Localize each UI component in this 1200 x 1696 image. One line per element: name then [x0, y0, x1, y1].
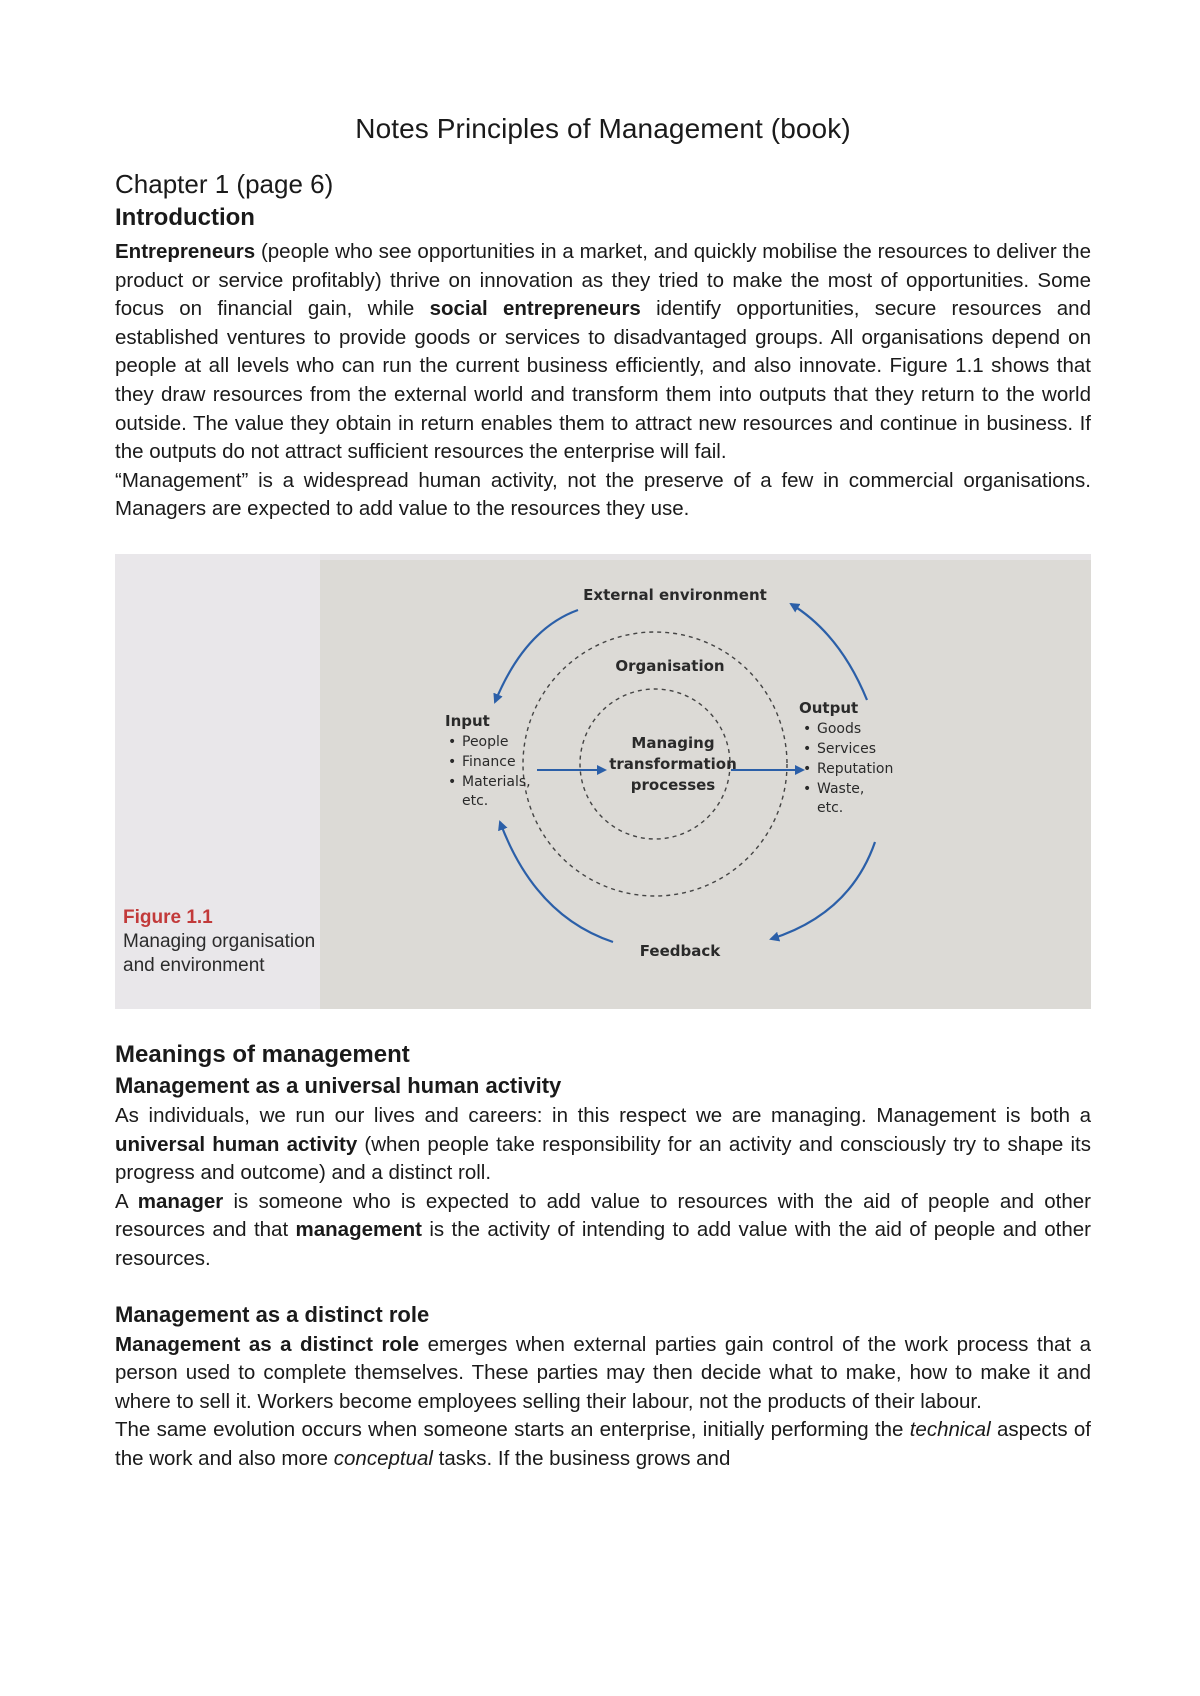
term-conceptual: conceptual — [333, 1446, 433, 1470]
introduction-paragraph — [115, 238, 1091, 467]
distinct-role-heading: Management as a distinct role — [115, 1301, 430, 1327]
manager-definition-paragraph — [115, 1188, 1091, 1274]
universal-text-1: As individuals, we run our lives and careers: in this respect we are managing. — [115, 1103, 867, 1127]
term-entrepreneurs: Entrepreneurs — [115, 240, 256, 263]
evolution-text-3: tasks. If the business grows and — [432, 1446, 731, 1470]
term-technical: technical — [909, 1418, 991, 1442]
output-item-waste: Waste, — [817, 780, 865, 797]
evolution-text-2: aspects of the work and also more — [115, 1418, 1092, 1470]
document-page — [115, 95, 1091, 1473]
organisation-label: Organisation — [615, 656, 725, 675]
manager-text-2: is someone who is expected to add value to resources with the aid of people and other resources and that — [115, 1189, 1091, 1242]
universal-text-3: (when people take responsibility for an activity and consciously try to shape its progress and outcome) and a distinct roll. — [115, 1132, 1091, 1185]
output-item-services: Services — [817, 740, 877, 757]
chapter-heading: Chapter 1 (page 6) — [115, 169, 334, 199]
input-bullet-2: • — [448, 753, 457, 770]
input-title: Input — [445, 711, 490, 730]
output-item-goods: Goods — [817, 720, 862, 737]
intro-text-1: (people who see opportunities in a market, and quickly mobilise the resources to deliver the product or service profitably) thrive on innovation as they tried to make the most of opportunities. Some focus on financial gain, while — [115, 240, 1091, 321]
manager-text-1: A — [115, 1189, 138, 1213]
distinct-role-text: emerges when external parties gain control of the work process that a person used to complete themselves. These parties may then decide what to make, how to make it and where to sell it. Workers become employees selling their labour, not the products of their labour. — [115, 1332, 1091, 1413]
output-bullet-1: • — [803, 720, 812, 737]
center-label-line-3: processes — [630, 775, 716, 794]
term-universal-human-activity: universal human activity — [115, 1132, 358, 1156]
term-social-entrepreneurs: social entrepreneurs — [429, 297, 641, 321]
arrow-output-to-feedback — [771, 842, 875, 939]
universal-text-2: Management is both a — [876, 1103, 1091, 1127]
term-management: management — [295, 1218, 422, 1242]
input-item-people: People — [462, 733, 509, 750]
intro-text-2: identify opportunities, secure resources and established ventures to provide goods or services to disadvantaged groups. All organisations depend on people at all levels who can run the current business efficiently, and also innovate. Figure 1.1 shows that they draw resources from the external world and transform them into outputs that they return to the world outside. The value they obtain in return enables them to attract new resources and continue in business. If the outputs do not attract sufficient resources the enterprise will fail. — [115, 297, 1091, 464]
universal-paragraph-1 — [115, 1102, 1091, 1188]
universal-activity-heading: Management as a universal human activity — [115, 1072, 562, 1098]
input-etc: etc. — [462, 792, 489, 809]
output-bullet-2: • — [803, 740, 812, 757]
manager-text-3: is the activity of intending to add value with the aid of people and other resources. — [115, 1218, 1091, 1270]
external-environment-label: External environment — [583, 585, 767, 604]
output-bullet-4: • — [803, 780, 812, 797]
meanings-heading: Meanings of management — [115, 1040, 410, 1068]
figure-photo — [115, 554, 1091, 1009]
figure-caption — [123, 906, 323, 978]
feedback-label: Feedback — [639, 941, 721, 960]
output-item-reputation: Reputation — [817, 760, 894, 777]
arrow-output-to-external — [791, 604, 867, 700]
management-paragraph: “Management” is a widespread human activity, not the preserve of a few in commercial organisations. Managers are expected to add value to the resources they use. — [115, 468, 1091, 521]
figure-caption-text: Managing organisation and environment — [123, 930, 316, 976]
output-title: Output — [799, 698, 859, 717]
input-item-finance: Finance — [462, 753, 516, 770]
arrow-feedback-to-input — [500, 822, 613, 942]
document-title: Notes Principles of Management (book) — [355, 113, 851, 144]
figure-number: Figure 1.1 — [123, 906, 213, 928]
arrow-external-to-input — [495, 610, 578, 702]
input-item-materials: Materials, — [462, 773, 531, 790]
term-manager: manager — [137, 1189, 224, 1213]
distinct-role-paragraph — [115, 1331, 1091, 1417]
center-label-line-2: transformation — [609, 754, 737, 773]
introduction-heading: Introduction — [115, 204, 255, 231]
evolution-paragraph — [115, 1416, 1091, 1473]
input-bullet-1: • — [448, 733, 457, 750]
center-label-line-1: Managing — [631, 733, 715, 752]
input-bullet-3: • — [448, 773, 457, 790]
term-distinct-role: Management as a distinct role — [115, 1332, 420, 1356]
evolution-text-1: The same evolution occurs when someone starts an enterprise, initially performing the — [115, 1418, 910, 1442]
output-etc: etc. — [817, 799, 844, 816]
output-bullet-3: • — [803, 760, 812, 777]
